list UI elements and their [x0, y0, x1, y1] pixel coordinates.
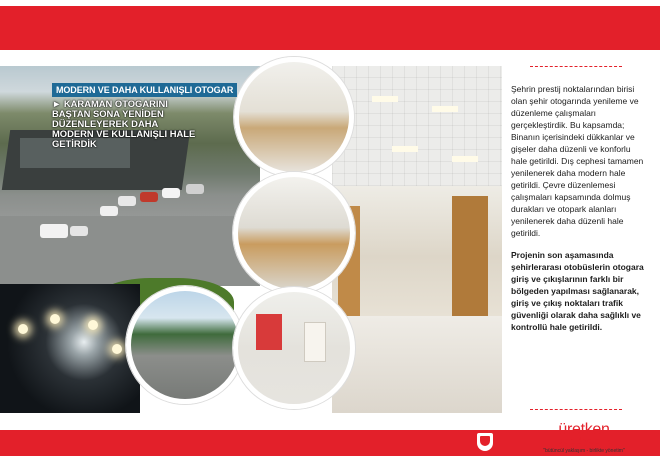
grid-ceiling	[332, 66, 502, 186]
top-divider	[530, 66, 622, 67]
ceiling-light	[432, 106, 458, 112]
photo-caption	[52, 80, 232, 149]
red-door	[256, 314, 282, 350]
street-light	[112, 344, 122, 354]
brand-subtitle: belediyecilik	[557, 436, 611, 447]
brand-title: üretken	[558, 421, 610, 438]
header-red-stripe	[0, 6, 660, 50]
caption-headline: ► KARAMAN OTOGARINI BAŞTAN SONA YENİDEN DÜZENLEYEREK DAHA MODERN VE KULLANIŞLI HALE GETİRDİK	[52, 98, 196, 149]
municipality-emblem-icon	[477, 433, 493, 451]
article-text	[511, 83, 647, 333]
parked-car	[140, 192, 158, 202]
caption-tag: MODERN VE DAHA KULLANIŞLI OTOGAR	[52, 83, 237, 97]
brand-logo	[536, 422, 632, 454]
article-paragraph-1: Şehrin prestij noktalarından birisi olan şehir otogarında yenileme ve düzenleme çalışmaları gerçekleştirdik. Bu kapsamda; Binanın içerisindeki dükkanlar ve gişeler daha düzenli ve konforlu hale getirildi. Dış cephesi tamamen yenilenerek daha modern hale getirildi. Çevre düzenlemesi çalışmaları kapsamında dolmuş durakları ve otopark alanları yenilenerek daha düzenli hale getirildi.	[511, 84, 644, 238]
parked-car	[118, 196, 136, 206]
street-light	[18, 324, 28, 334]
parked-car	[186, 184, 204, 194]
parking-lot	[0, 216, 260, 286]
interior-shops-bubble	[234, 57, 354, 177]
footer-white-strip	[0, 456, 660, 475]
white-cabinet	[304, 322, 326, 362]
terminal-interior-photo	[332, 66, 502, 413]
ceiling-light	[392, 146, 418, 152]
parked-car	[100, 206, 118, 216]
brand-motto: "bütüncül yaklaşım - birlikte yönetim"	[543, 448, 625, 454]
terminal-night-photo	[0, 284, 140, 413]
street-light	[50, 314, 60, 324]
minibus	[40, 224, 68, 238]
parking-daytime-bubble	[126, 286, 244, 404]
header-band	[0, 0, 660, 56]
emblem-shield	[480, 436, 490, 446]
article-paragraph-2: Projenin son aşamasında şehirlerarası otobüslerin otogara giriş ve çıkışlarının farklı bir bölgeden yapılması sağlanarak, giriş ve çıkış noktaları trafik güvenliği olarak daha sağlıklı ve kontrollü hale getirildi.	[511, 250, 644, 332]
ceiling-light	[452, 156, 478, 162]
parked-car	[70, 226, 88, 236]
waiting-area-bubble	[233, 172, 355, 294]
restroom-entrance-bubble	[233, 287, 355, 409]
street-light	[88, 320, 98, 330]
ceiling-light	[372, 96, 398, 102]
parked-car	[162, 188, 180, 198]
polished-floor	[332, 316, 502, 413]
bottom-divider	[530, 409, 622, 410]
